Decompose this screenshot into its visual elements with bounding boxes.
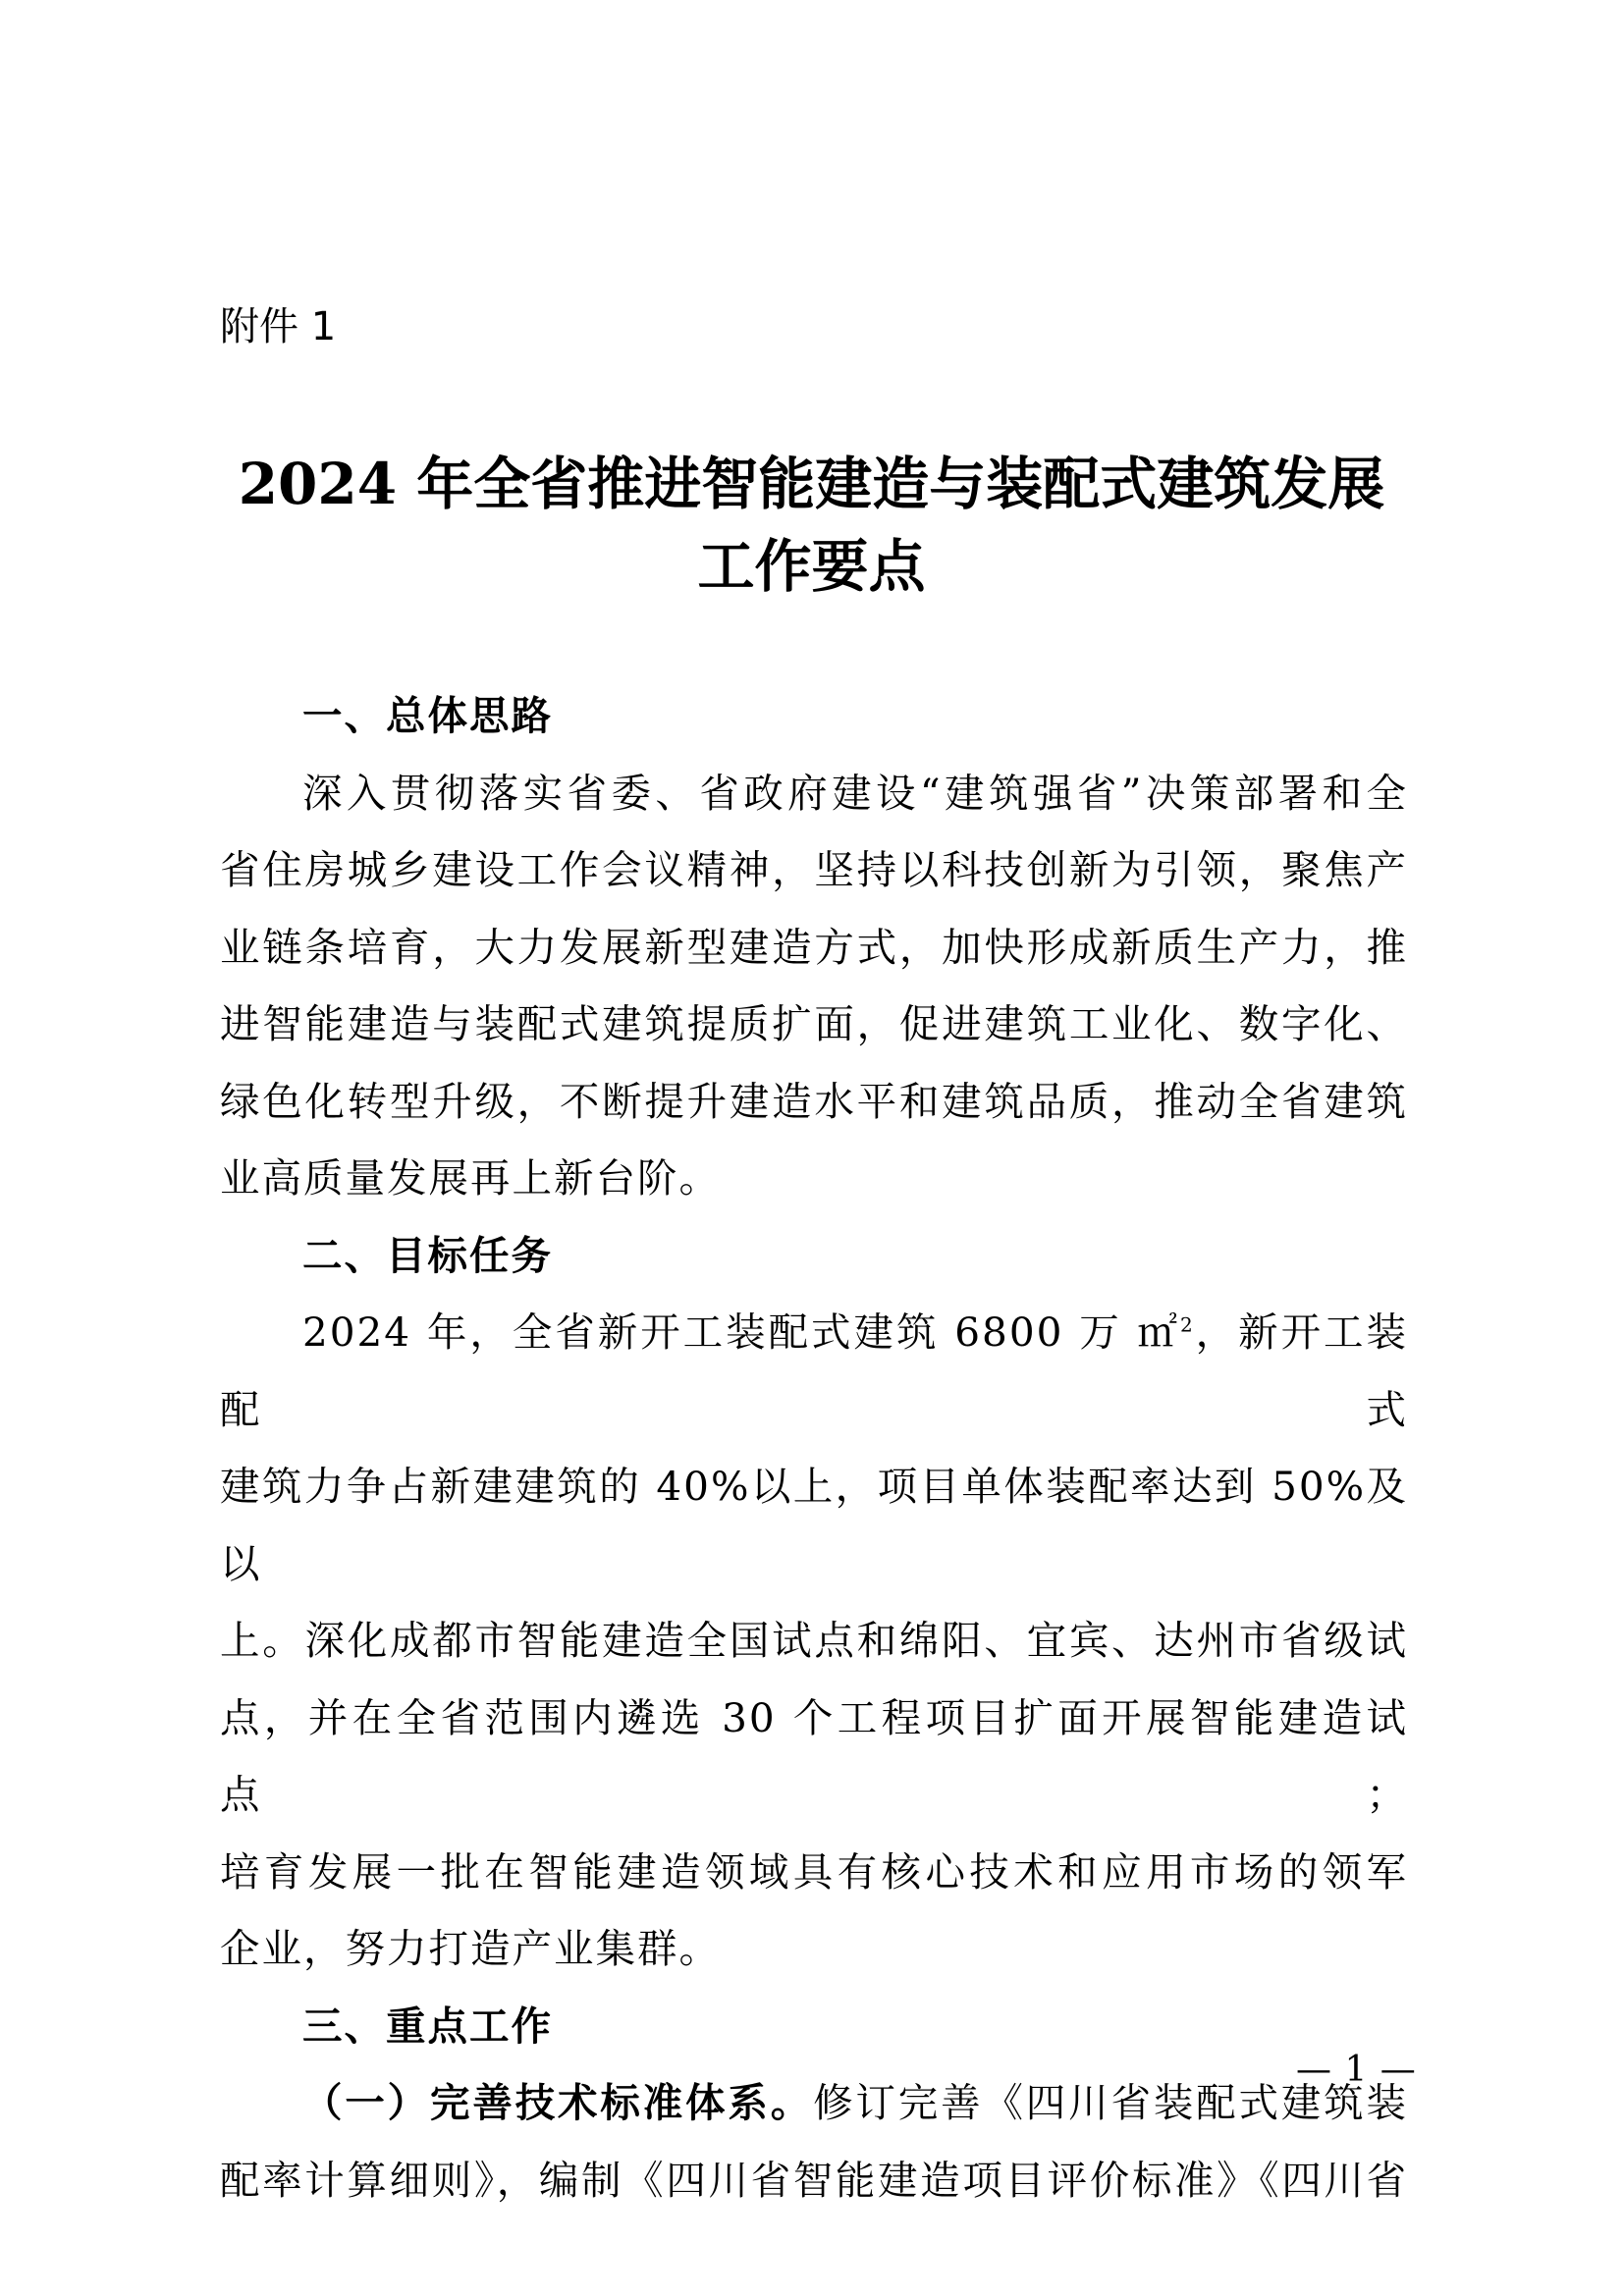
paragraph-line-item-1 <box>220 2064 1408 2142</box>
paragraph-line: 深入贯彻落实省委、省政府建设“建筑强省”决策部署和全 <box>302 769 1408 817</box>
document-title-line-2: 工作要点 <box>697 533 926 600</box>
paragraph-line: 业高质量发展再上新台阶。 <box>220 1154 721 1201</box>
paragraph-line: 上。深化成都市智能建造全国试点和绵阳、宜宾、达州市省级试 <box>220 1617 1408 1664</box>
section-heading-overall-approach: 一、总体思路 <box>302 692 553 739</box>
paragraph-line: 绿色化转型升级，不断提升建造水平和建筑品质，推动全省建筑 <box>220 1077 1408 1125</box>
paragraph-line: 企业，努力打造产业集群。 <box>220 1925 721 1972</box>
section-heading-goals-tasks: 二、目标任务 <box>302 1231 553 1279</box>
paragraph-line: 省住房城乡建设工作会议精神，坚持以科技创新为引领，聚焦产 <box>220 846 1408 893</box>
paragraph-line: 进智能建造与装配式建筑提质扩面，促进建筑工业化、数字化、 <box>220 1000 1408 1047</box>
page-number: — 1 — <box>1296 2050 1417 2090</box>
item-1-lead: （一）完善技术标准体系。 <box>302 2079 814 2126</box>
paragraph-line: 业链条培育，大力发展新型建造方式，加快形成新质生产力，推 <box>220 923 1408 971</box>
paragraph-line: 建筑力争占新建建筑的 40%以上，项目单体装配率达到 50%及以 <box>220 1463 1408 1587</box>
document-title-line-1: 2024 年全省推进智能建造与装配式建筑发展 <box>238 451 1385 517</box>
paragraph-line: 点，并在全省范围内遴选 30 个工程项目扩面开展智能建造试点； <box>220 1693 1408 1818</box>
attachment-label: 附件 1 <box>220 304 337 349</box>
square-meter-superscript: 2 <box>1179 1312 1195 1337</box>
paragraph-line: 培育发展一批在智能建造领域具有核心技术和应用市场的领军 <box>220 1847 1408 1896</box>
document-body <box>220 677 1408 2218</box>
target-text-a: 2024 年，全省新开工装配式建筑 6800 万 ㎡ <box>302 1308 1180 1356</box>
paragraph-line-target <box>220 1294 1408 1448</box>
target-text-b: ，新开工装配式 <box>220 1308 1408 1433</box>
item-1-text: 修订完善《四川省装配式建筑装 <box>813 2079 1409 2126</box>
section-heading-key-work: 三、重点工作 <box>302 2002 553 2050</box>
paragraph-line: 配率计算细则》，编制《四川省智能建造项目评价标准》《四川省 <box>220 2156 1408 2204</box>
